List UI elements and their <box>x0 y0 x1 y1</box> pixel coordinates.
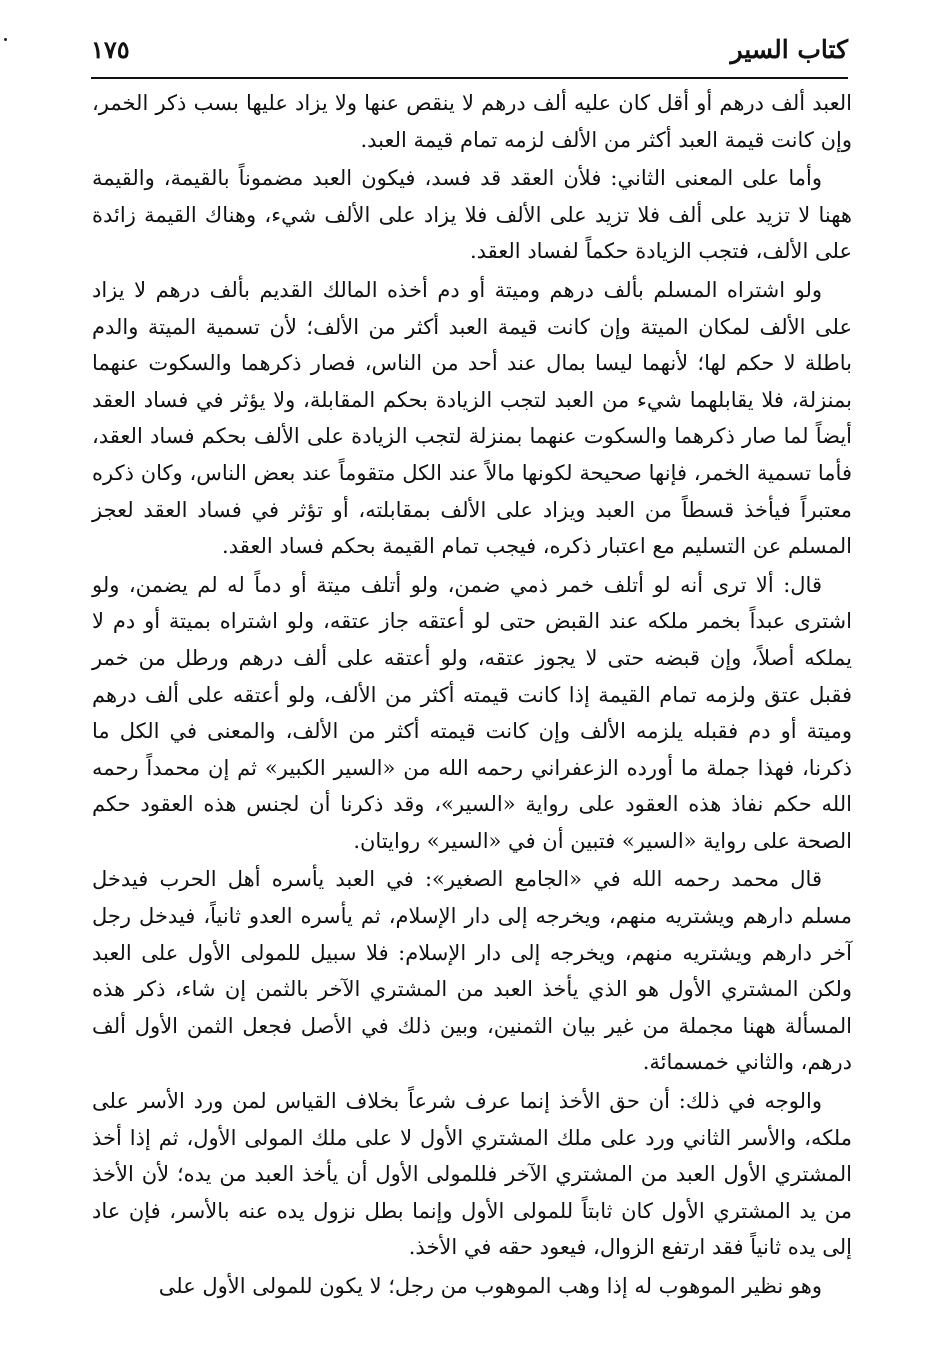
page-number: ١٧٥ <box>91 35 130 64</box>
paragraph: وأما على المعنى الثاني: فلأن العقد قد فسد، فيكون العبد مضموناً بالقيمة، والقيمة ههنا لا تزيد على ألف فلا تزيد على الألف فلا يزاد على الألف شيء، وهناك القيمة زائدة على الألف، فتجب الزيادة حكماً لفساد العقد. <box>92 166 852 264</box>
paragraph: العبد ألف درهم أو أقل كان عليه ألف درهم لا ينقص عنها ولا يزاد عليها بسب ذكر الخمر، وإن كانت قيمة العبد أكثر من الألف لزمه تمام قيمة العبد. <box>92 91 852 152</box>
page-header <box>91 33 848 77</box>
body-text <box>92 85 852 1305</box>
scan-speck <box>4 38 7 41</box>
paragraph: ولو اشتراه المسلم بألف درهم وميتة أو دم أخذه المالك القديم بألف درهم لا يزاد على الألف لمكان الميتة وإن كانت قيمة العبد أكثر من الألف؛ لأن تسمية الميتة والدم باطلة لا حكم لها؛ لأنهما ليسا بمال عند أحد من الناس، فصار ذكرهما والسكوت عنهما بمنزلة، فلا يقابلهما شيء من العبد لتجب الزيادة بحكم المقابلة، ولا يؤثر في فساد العقد أيضاً لما صار ذكرهما والسكوت عنهما بمنزلة لتجب الزيادة على الألف بحكم فساد العقد، فأما تسمية الخمر، فإنها صحيحة لكونها مالاً عند الكل متقوماً عند بعض الناس، وكان ذكره معتبراً فيأخذ قسطاً من العبد ويزاد على الألف بمقابلته، أو تؤثر في فساد العقد لعجز المسلم عن التسليم مع اعتبار ذكره، فيجب تمام القيمة بحكم فساد العقد. <box>92 277 852 559</box>
paragraph: وهو نظير الموهوب له إذا وهب الموهوب من رجل؛ لا يكون للمولى الأول على <box>158 1274 822 1298</box>
paragraph: والوجه في ذلك: أن حق الأخذ إنما عرف شرعاً بخلاف القياس لمن ورد الأسر على ملكه، والأسر الثاني ورد على ملك المشتري الأول لا على ملك المولى الأول، ثم إذا أخذ المشتري الأول العبد من المشتري الآخر فللمولى الأول أن يأخذ العبد من يده؛ لأن الأخذ من يد المشتري الأول كان ثابتاً للمولى الأول وإنما بطل نزول يده عنه بالأسر، فإن عاد إلى يده ثانياً فقد ارتفع الزوال، فيعود حقه في الأخذ. <box>92 1089 852 1260</box>
paragraph: قال محمد رحمه الله في «الجامع الصغير»: في العبد يأسره أهل الحرب فيدخل مسلم دارهم ويشتريه منهم، ويخرجه إلى دار الإسلام، ثم يأسره العدو ثانياً، فيدخل رجل آخر دارهم ويشتريه منهم، ويخرجه إلى دار الإسلام: فلا سبيل للمولى الأول على العبد ولكن المشتري الأول هو الذي يأخذ العبد من المشتري الآخر بالثمن إن شاء، ذكر هذه المسألة ههنا مجملة من غير بيان الثمنين، وبين ذلك في الأصل فجعل الثمن الأول ألف درهم، والثاني خمسمائة. <box>92 867 852 1075</box>
paragraph: قال: ألا ترى أنه لو أتلف خمر ذمي ضمن، ولو أتلف ميتة أو دماً له لم يضمن، ولو اشترى عبداً بخمر ملكه عند القبض حتى لو أعتقه جاز عتقه، ولو اشتراه بميتة أو دم لا يملكه أصلاً، وإن قبضه حتى لا يجوز عتقه، ولو أعتقه على ألف درهم ورطل من خمر فقبل عتق ولزمه تمام القيمة إذا كانت قيمته أكثر من الألف، ولو أعتقه على ألف درهم وميتة أو دم فقبله يلزمه الألف وإن كانت قيمته أكثر من الألف، والمعنى في الكل ما ذكرنا، فهذا جملة ما أورده الزعفراني رحمه الله من «السير الكبير» ثم إن محمداً رحمه الله حكم نفاذ هذه العقود على رواية «السير»، وقد ذكرنا أن لجنس هذه العقود حكم الصحة على رواية «السير» فتبين أن في «السير» روايتان. <box>92 572 852 853</box>
chapter-title: كتاب السير <box>730 35 848 64</box>
header-rule <box>91 77 848 79</box>
